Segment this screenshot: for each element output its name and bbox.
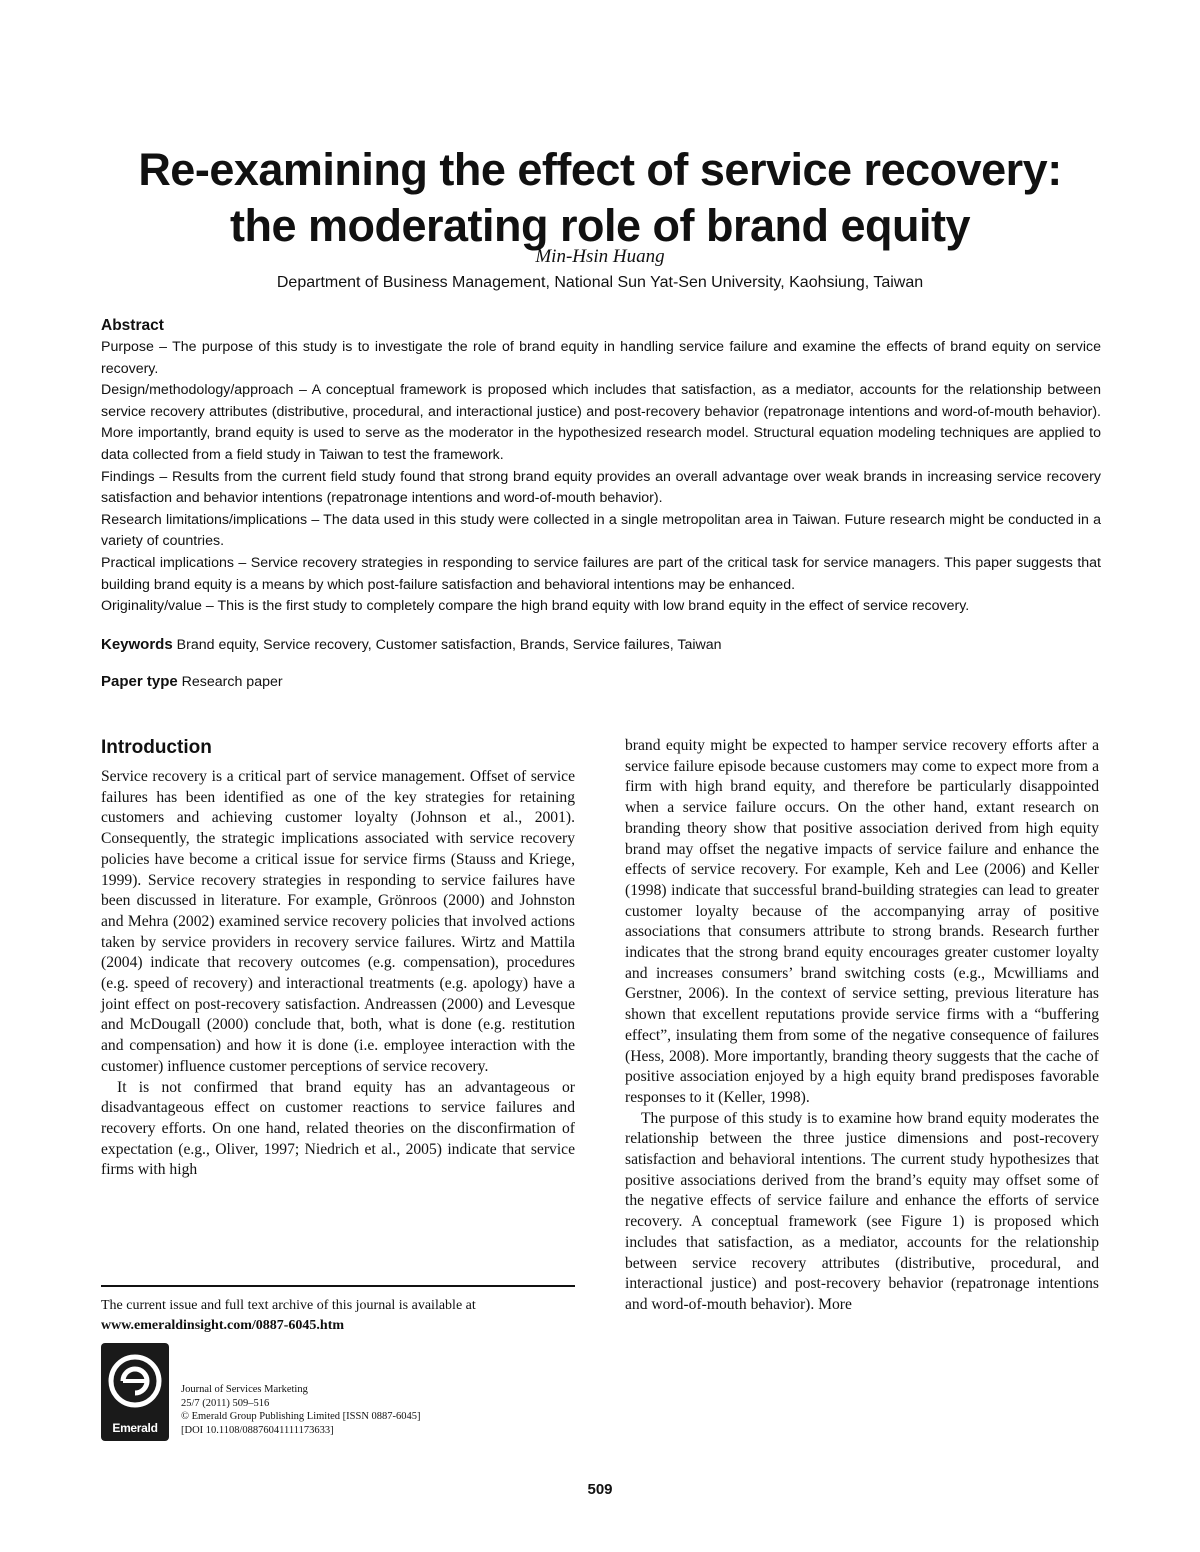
abstract-originality bbox=[101, 596, 1101, 618]
abstract-design bbox=[101, 380, 1101, 466]
journal-doi: [DOI 10.1108/08876041111173633] bbox=[181, 1424, 334, 1436]
paper-type-label: Paper type bbox=[101, 673, 178, 690]
journal-info bbox=[181, 1383, 581, 1437]
author-name: Min-Hsin Huang bbox=[535, 246, 665, 267]
abstract-label: Originality/value bbox=[101, 598, 202, 615]
abstract-text: – Service recovery strategies in responding to service failures are part of the critical task for service managers. This paper suggests that building brand equity is a means by which post-failure satisfaction and behavioral intentions may be enhanced. bbox=[101, 554, 1101, 593]
archive-text: The current issue and full text archive of this journal is available at bbox=[101, 1298, 476, 1313]
journal-name: Journal of Services Marketing bbox=[181, 1384, 308, 1395]
journal-volume: 25/7 (2011) 509–516 bbox=[181, 1397, 270, 1409]
journal-copyright: © Emerald Group Publishing Limited [ISSN 0887-6045] bbox=[181, 1411, 421, 1422]
paper-title-line-1: Re-examining the effect of service recovery: bbox=[138, 144, 1062, 195]
abstract-label: Design/methodology/approach bbox=[101, 382, 294, 399]
body-paragraph: The purpose of this study is to examine how brand equity moderates the relationship between the three justice dimensions and post-recovery satisfaction and behavioral intentions. The current study hypothesizes that positive associations derived from the brand’s equity may offset some of the negative effects of service failure and enhance the efforts of service recovery. A conceptual framework (see Figure 1) is proposed which includes that satisfaction, as a mediator, accounts for the relationship between service recovery attributes (distributive, procedural, and interactional justice) and post-recovery behavior (repatronage intentions and word-of-mouth behavior). More bbox=[625, 1109, 1099, 1313]
right-column bbox=[625, 736, 1099, 1316]
body-paragraph: Service recovery is a critical part of service management. Offset of service failures has been identified as one of the key strategies for retaining customers and achieving customer loyalty (Johnson et al., 2001). Consequently, the strategic implications associated with service recovery policies have become a critical issue for service firms (Stauss and Kriege, 1999). Service recovery strategies in responding to service failures have been discussed in literature. For example, Grönroos (2000) and Johnston and Mehra (2002) examined service recovery policies that involved actions taken by service providers in recovery service failures. Wirtz and Mattila (2004) indicate that recovery outcomes (e.g. compensation), procedures (e.g. speed of recovery) and interactional treatments (e.g. apology) have a joint effect on post-recovery satisfaction. Andreassen (2000) and Levesque and McDougall (2000) conclude that, both, what is done (e.g. restitution and compensation) and how it is done (i.e. employee interaction with the customer) influence customer perceptions of service recovery. bbox=[101, 768, 575, 1075]
abstract-heading: Abstract bbox=[101, 317, 164, 334]
footnote-divider bbox=[101, 1285, 575, 1287]
archive-note bbox=[101, 1296, 575, 1336]
abstract-text: – The purpose of this study is to investigate the role of brand equity in handling service failure and examine the effects of brand equity on service recovery. bbox=[101, 339, 1101, 377]
abstract-text: – The data used in this study were collected in a single metropolitan area in Taiwan. Future research might be conducted in a variety of countries. bbox=[101, 511, 1102, 550]
introduction-heading: Introduction bbox=[101, 737, 212, 758]
abstract-label: Practical implications bbox=[101, 554, 234, 571]
abstract-purpose bbox=[101, 337, 1101, 380]
body-paragraph: brand equity might be expected to hamper service recovery efforts after a service failure episode because customers may come to expect more from a firm with high brand equity, and therefore be particularly disappointed when a service failure occurs. On the other hand, extant research on branding theory show that positive association derived from high equity brand may offset the negative impacts of service failure and enhance the effects of service recovery. For example, Keh and Lee (2006) and Keller (1998) indicate that successful brand-building strategies can lead to greater customer loyalty because of the accompanying array of positive associations that consumers attribute to strong brands. Research further indicates that the strong brand equity encourages greater customer loyalty and increases consumers’ brand switching costs (e.g., Mcwilliams and Gerstner, 2006). In the context of service setting, previous literature has shown that excellent reputations provide service firms with a “buffering effect”, insulating them from some of the negative consequence of failures (Hess, 2008). More importantly, branding theory suggests that the cache of positive association enjoyed by a high equity brand predisposes favorable responses to it (Keller, 1998). bbox=[625, 737, 1099, 1106]
abstract-findings bbox=[101, 467, 1101, 510]
abstract-text: – Results from the current field study found that strong brand equity provides an overall advantage over weak brands in increasing service recovery satisfaction and behavior intentions (repatronage intentions and word-of-mouth behavior). bbox=[101, 468, 1101, 507]
paper-type-text: Research paper bbox=[177, 674, 283, 690]
emerald-e-icon bbox=[107, 1351, 163, 1411]
emerald-logo bbox=[101, 1343, 169, 1441]
abstract-limitations bbox=[101, 510, 1101, 553]
abstract-text: – A conceptual framework is proposed which includes that satisfaction, as a mediator, accounts for the relationship between service recovery attributes (distributive, procedural, and interactional justice) and post-recovery behavior (repatronage intentions and word-of-mouth behavior). More importantly, brand equity is used to serve as the moderator in the hypothesized research model. Structural equation modeling techniques are applied to data collected from a field study in Taiwan to test the framework. bbox=[101, 382, 1101, 463]
paper-title bbox=[60, 142, 1140, 254]
abstract-label: Purpose bbox=[101, 339, 154, 355]
abstract-text: – This is the first study to completely compare the high brand equity with low brand equity in the effect of service recovery. bbox=[201, 598, 970, 615]
keywords-text: Brand equity, Service recovery, Customer satisfaction, Brands, Service failures, Taiwan bbox=[172, 637, 722, 653]
keywords-label: Keywords bbox=[101, 636, 173, 653]
abstract-label: Findings bbox=[101, 468, 155, 485]
body-paragraph: It is not confirmed that brand equity has an advantageous or disadvantageous effect on customer reactions to service failures and recovery efforts. On one hand, related theories on the disconfirmation of expectation (e.g., Oliver, 1997; Niedrich et al., 2005) indicate that service firms with high bbox=[101, 1078, 575, 1179]
paper-type bbox=[101, 673, 1101, 690]
archive-link[interactable]: www.emeraldinsight.com/0887-6045.htm bbox=[101, 1318, 345, 1333]
abstract-practical bbox=[101, 553, 1101, 596]
abstract bbox=[101, 316, 1101, 618]
author-affiliation: Department of Business Management, National Sun Yat-Sen University, Kaohsiung, Taiwan bbox=[276, 274, 924, 291]
logo-wordmark: Emerald bbox=[112, 1421, 158, 1435]
left-column bbox=[101, 767, 575, 1181]
page-number: 509 bbox=[587, 1481, 613, 1498]
paper-title-line-2: the moderating role of brand equity bbox=[229, 200, 971, 251]
keywords bbox=[101, 636, 1101, 653]
abstract-label: Research limitations/implications bbox=[101, 511, 308, 528]
